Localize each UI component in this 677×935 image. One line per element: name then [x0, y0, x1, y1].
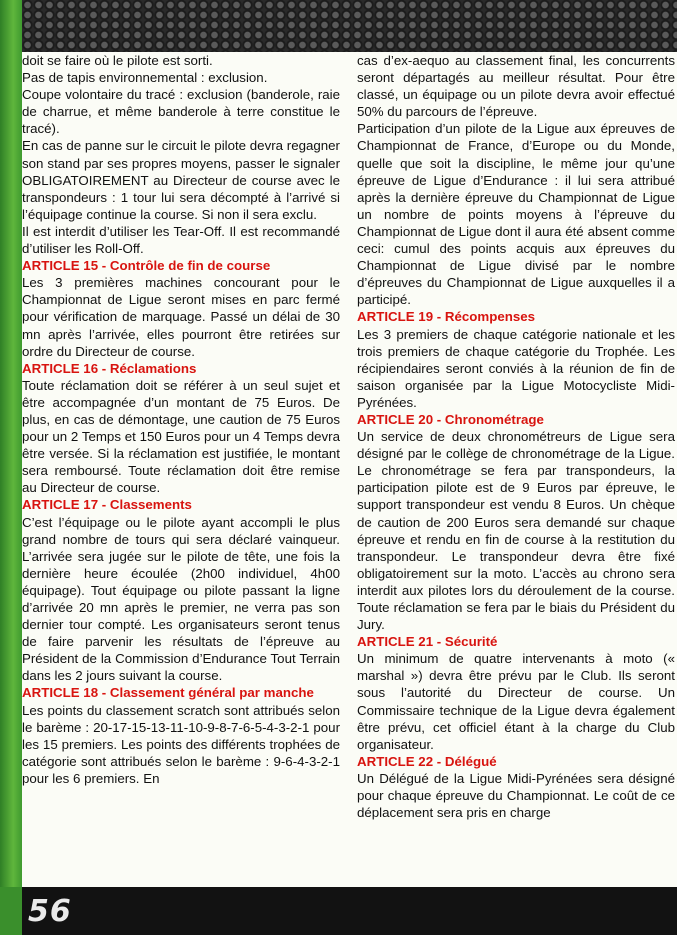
paragraph: Coupe volontaire du tracé : exclusion (banderole, raie de charrue, et même banderole à terre constitue le tracé).	[22, 87, 340, 137]
article-19-title: ARTICLE 19 - Récompenses	[357, 309, 536, 325]
article-20-title: ARTICLE 20 - Chronométrage	[357, 411, 544, 427]
paragraph: cas d’ex-aequo au classement final, les concurrents seront départagés au meilleur résultat. Pour être classé, un équipage ou un pilote devra avoir effectué 50% du parcours de l’épreuve.	[357, 53, 675, 120]
article-16-body: Toute réclamation doit se référer à un seul sujet et être accompagnée d’un montant de 75 Euros. De plus, en cas de démontage, une caution de 75 Euros pour un 2 Temps et 150 Euros pour un 4 Temps devra être versée. Si la réclamation est justifiée, le montant sera remboursé. Toute réclamation doit être remise au Directeur de course.	[22, 377, 340, 496]
article-15-title: ARTICLE 15 - Contrôle de fin de course	[22, 258, 271, 274]
article-18-body: Les points du classement scratch sont attribués selon le barème : 20-17-15-13-11-10-9-8-7-6-5-4-3-2-1 pour les 15 premiers. Les points des différents trophées de catégorie sont attribués selon le barème : 9-6-4-3-2-1 pour les 6 premiers. En	[22, 702, 340, 786]
paragraph: En cas de panne sur le circuit le pilote devra regagner son stand par ses propres moyens, passer le signaler OBLIGATOIREMENT au Directeur de course avec le transpondeurs : 1 tour lui sera décompté à l’arrivé si l’équipage continue la course. Si non il sera exclu.	[22, 138, 340, 222]
paragraph: Pas de tapis environnemental : exclusion.	[22, 70, 268, 86]
left-column	[22, 52, 340, 787]
left-green-stripe	[0, 0, 22, 900]
article-21-title: ARTICLE 21 - Sécurité	[357, 634, 498, 650]
document-page	[22, 52, 677, 887]
article-22-body: Un Délégué de la Ligue Midi-Pyrénées sera désigné pour chaque épreuve du Championnat. Le coût de ce déplacement sera pris en charge	[357, 770, 675, 821]
page-number: 56	[28, 894, 72, 929]
article-22-title: ARTICLE 22 - Délégué	[357, 753, 497, 769]
article-17-title: ARTICLE 17 - Classements	[22, 497, 192, 513]
header-hex-pattern	[0, 0, 677, 60]
article-15-body: Les 3 premières machines concourant pour le Championnat de Ligue seront mises en parc fermé pour vérification de marquage. Passé un délai de 30 mn après l’arrivée, elles pourront être retirées sur ordre du Directeur de course.	[22, 275, 340, 359]
article-16-title: ARTICLE 16 - Réclamations	[22, 360, 197, 376]
paragraph: Il est interdit d’utiliser les Tear-Off. Il est recommandé d’utiliser les Roll-Off.	[22, 223, 340, 257]
article-21-body: Un minimum de quatre intervenants à moto (« marshal ») devra être prévu par le Club. Ils seront sous l’autorité du Directeur de course. Un Commissaire technique de la Ligue devra également être prévu, cet officiel étant à la charge du Club organisateur.	[357, 651, 675, 752]
article-19-body: Les 3 premiers de chaque catégorie nationale et les trois premiers de chaque catégorie du Trophée. Les récipiendaires seront conviés à la réunion de fin de saison organisée par la Ligue Motocycliste Midi-Pyrénées.	[357, 326, 675, 410]
footer-green-stripe	[0, 887, 22, 935]
article-18-title: ARTICLE 18 - Classement général par manche	[22, 685, 314, 701]
footer-band	[0, 887, 677, 935]
article-17-body: C’est l’équipage ou le pilote ayant accompli le plus grand nombre de tours qui sera déclaré vainqueur. L’arrivée sera jugée sur le pilote de tête, une fois la dernière heure écoulée (2h00 individuel, 4h00 équipage). Tout équipage ou pilote passant la ligne d’arrivée 20 mn après le premier, ne verra pas son dernier tour compté. Les organisateurs seront tenus de faire parvenir les résultats de l’épreuve au Président de la Commission d’Endurance Tout Terrain dans les 2 jours suivant la course.	[22, 514, 340, 684]
article-20-body: Un service de deux chronométreurs de Ligue sera désigné par le collège de chronométrage de la Ligue. Le chronométrage se fera par transpondeurs, la participation pilote est de 9 Euros par épreuve, le support transpondeur est vendu 8 Euros. Un chèque de caution de 200 Euros sera demandé sur chaque épreuve et rendu en fin de course à la restitution du transpondeur. Le transpondeur devra être fixé obligatoirement sur la moto. L’accès au chrono sera interdit aux pilotes lors du déroulement de la course. Toute réclamation se fera par le biais du Président du Jury.	[357, 429, 675, 633]
paragraph: doit se faire où le pilote est sorti.	[22, 53, 213, 68]
right-column	[357, 52, 675, 821]
paragraph: Participation d’un pilote de la Ligue aux épreuves de Championnat de France, d’Europe ou du Monde, quelle que soit la discipline, le même jour qu’une épreuve de Ligue d’Endurance : il lui sera attribué après la dernière épreuve du Championnat de Ligue un nombre de points moyens à l’épreuve du Championnat de Ligue dont il aura été absent comme ceci: cumul des points acquis aux épreuves du Championnat de Ligue divisé par le nombre d’épreuves du Championnat de Ligue auxquelles il a participé.	[357, 121, 675, 308]
